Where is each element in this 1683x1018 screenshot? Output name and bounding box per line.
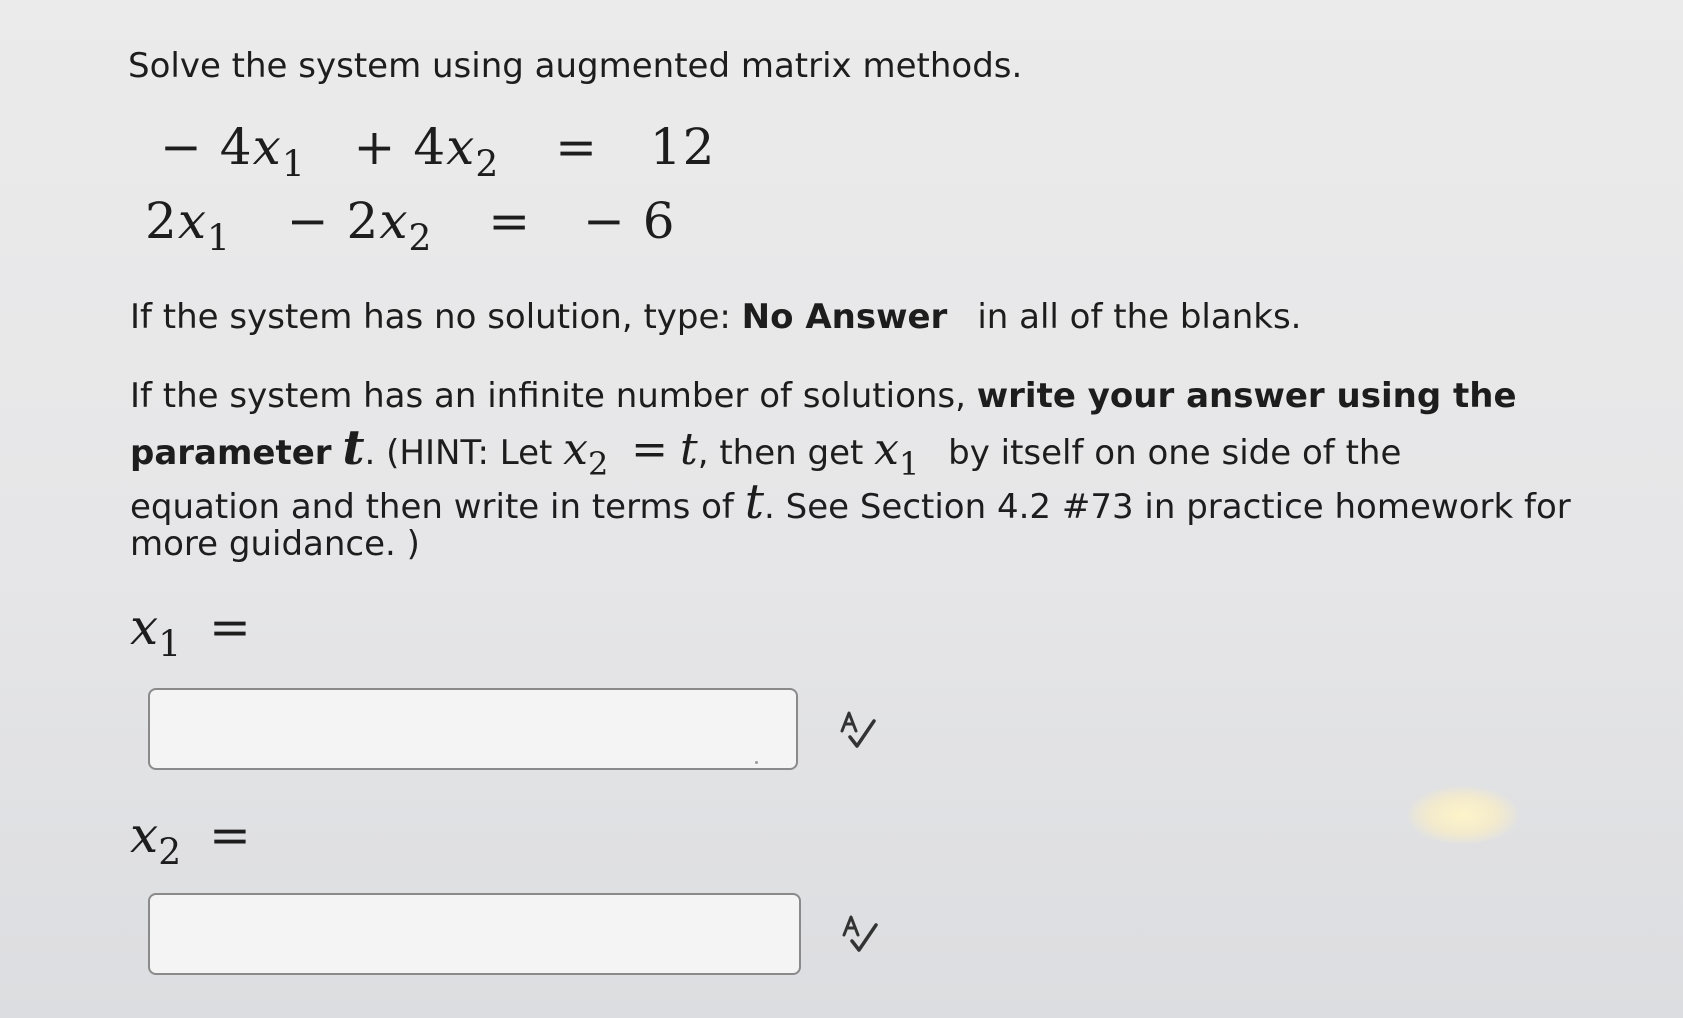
no-solution-instruction (130, 297, 1301, 337)
equation-2-lead: 2 (145, 192, 178, 250)
line-3-t: t (744, 474, 764, 530)
equation-2 (145, 192, 676, 260)
answer-x2-equals: = (209, 806, 251, 864)
answer-x2-sub: 2 (158, 832, 182, 874)
answer-x1-label (130, 598, 251, 666)
answer-x1-var: x (130, 598, 159, 656)
equation-2-var2: x (379, 192, 409, 250)
equation-2-op: − 2 (286, 192, 380, 250)
infinite-line-1-bold: write your answer using the (976, 376, 1517, 416)
equation-1-op: + 4 (353, 118, 447, 176)
hint-mid: , then get (697, 433, 875, 473)
no-solution-after: in all of the blanks. (977, 297, 1302, 337)
equation-1-eq: = (555, 118, 598, 176)
spellcheck-icon[interactable] (838, 913, 882, 957)
hint-sub-2: 2 (587, 445, 609, 484)
infinite-line-4-text: more guidance. ) (130, 524, 420, 564)
answer-x1-equals: = (209, 598, 251, 656)
equation-1 (160, 118, 715, 186)
hint-var-x1: x (874, 424, 899, 475)
parameter-t: t (342, 420, 365, 476)
answer-x2-label (130, 806, 251, 874)
answer-x2-var: x (130, 806, 159, 864)
spellcheck-icon[interactable] (836, 709, 880, 753)
hint-start: . (HINT: Let (364, 433, 564, 473)
equation-1-var2: x (446, 118, 476, 176)
equation-1-sub1: 1 (281, 144, 306, 186)
equation-1-var1: x (252, 118, 282, 176)
equation-1-lead: − 4 (160, 118, 253, 176)
equation-2-eq: = (488, 192, 532, 250)
x1-answer-input[interactable] (148, 688, 798, 770)
infinite-line-1-text: If the system has an infinite number of solutions, (130, 376, 977, 416)
question-title: Solve the system using augmented matrix methods. (128, 46, 1023, 86)
no-solution-text: If the system has no solution, type: (130, 297, 742, 337)
hint-equals: = (631, 424, 669, 475)
equation-2-sub1: 1 (207, 218, 231, 260)
equation-1-sub2: 2 (475, 144, 500, 186)
infinite-line-4 (130, 524, 420, 564)
hint-var-x2: x (563, 424, 588, 475)
infinite-line-1 (130, 376, 1517, 416)
hint-t: t (680, 424, 698, 475)
equation-1-rhs: 12 (649, 118, 716, 176)
no-answer-keyword: No Answer (741, 297, 948, 337)
infinite-line-3-text: equation and then write in terms of (130, 487, 745, 527)
hint-sub-1: 1 (898, 445, 920, 484)
input-resize-dot (755, 761, 758, 764)
parameter-label: parameter (130, 433, 332, 473)
equation-2-var1: x (177, 192, 208, 250)
equation-2-sub2: 2 (408, 218, 433, 260)
x2-answer-input[interactable] (148, 893, 801, 975)
screen-glare (1408, 786, 1518, 844)
hint-end: by itself on one side of the (948, 433, 1402, 473)
section-reference: . See Section 4.2 #73 in practice homework for (764, 487, 1571, 527)
infinite-line-3 (130, 474, 1571, 530)
answer-x1-sub: 1 (158, 624, 182, 666)
equation-2-rhs: − 6 (582, 192, 676, 250)
